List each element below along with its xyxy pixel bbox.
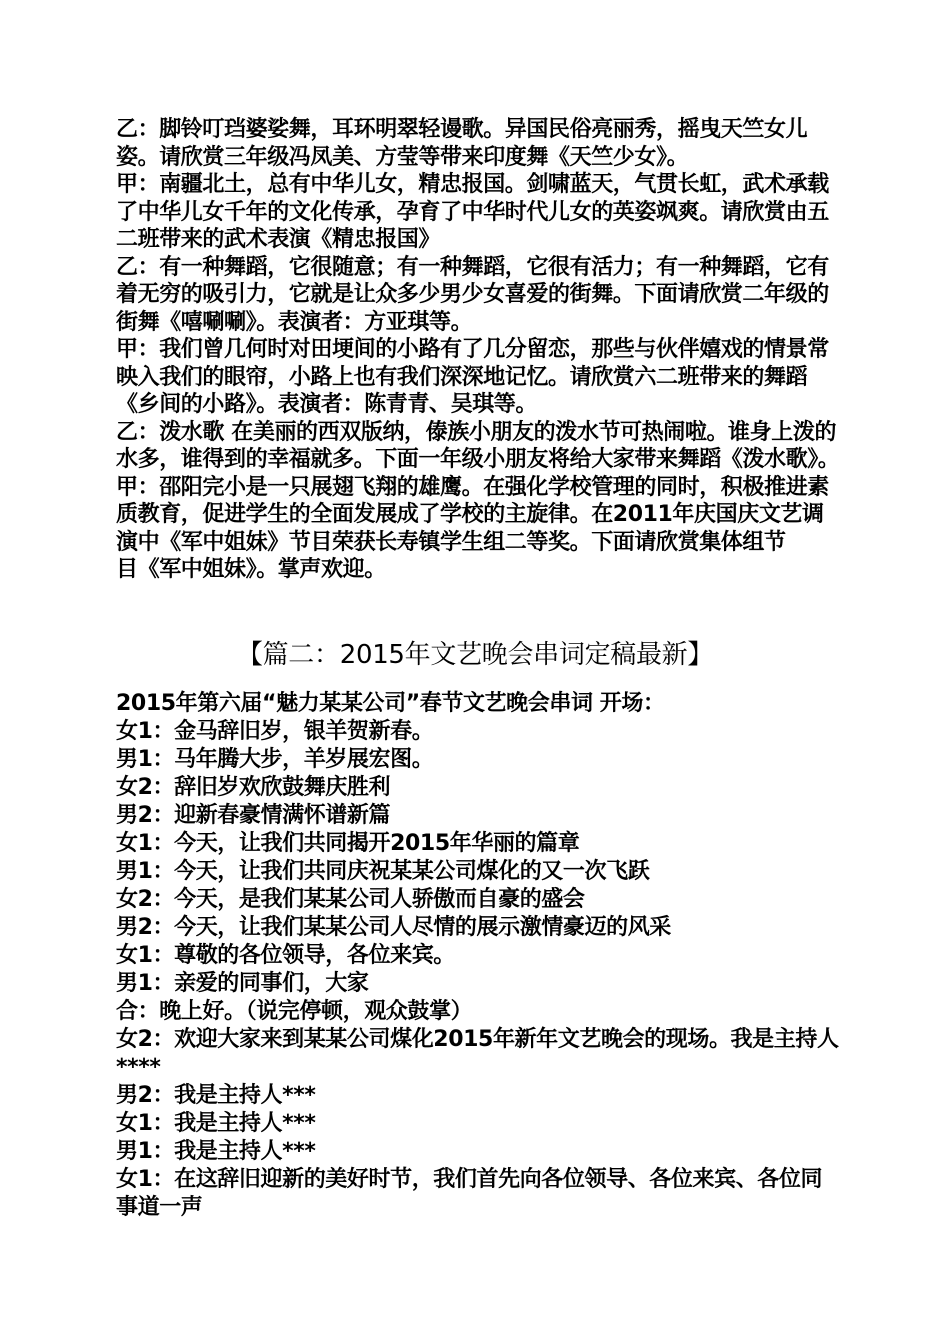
- script-line: 女1：尊敬的各位领导，各位来宾。: [116, 943, 455, 968]
- script-line: 女2：今天，是我们某某公司人骄傲而自豪的盛会: [116, 887, 585, 912]
- script-paragraph: 甲：邵阳完小是一只展翅飞翔的雄鹰。在强化学校管理的同时，积极推进素质教育，促进学生的全面发展成了学校的主旋律。在2011年庆国庆文艺调演中《军中姐妹》节目荣获长寿镇学生组二等奖。下面请欣赏集体组节: [116, 474, 829, 555]
- section-one-script: [116, 116, 840, 584]
- script-line: 男2：迎新春豪情满怀谱新篇: [116, 803, 391, 828]
- script-paragraph: 甲：南疆北土，总有中华儿女，精忠报国。剑啸蓝天，气贯长虹，武术承载了中华儿女千年的文化传承，孕育了中华时代儿女的英姿飒爽。请欣赏由五二班带来的武术表演《精忠报国》: [116, 172, 829, 252]
- script-line: 女1：我是主持人***: [116, 1111, 316, 1136]
- script-line: 合：晚上好。（说完停顿，观众鼓掌）: [116, 999, 473, 1024]
- script-paragraph: 乙：有一种舞蹈，它很随意；有一种舞蹈，它很有活力；有一种舞蹈，它有着无穷的吸引力，它就是让众多少男少女喜爱的街舞。下面请欣赏二年级的街舞《嘻唰唰》。表演者：方亚琪等。: [116, 254, 829, 335]
- script-line: 女1：在这辞旧迎新的美好时节，我们首先向各位领导、各位来宾、各位同事道一声: [116, 1167, 823, 1220]
- section-two-script: [116, 690, 840, 1222]
- script-line: 男1：马年腾大步，羊岁展宏图。: [116, 747, 434, 772]
- script-line: 女2：欢迎大家来到某某公司煤化2015年新年文艺晚会的现场。我是主持人****: [116, 1027, 839, 1080]
- script-paragraph: 乙：泼水歌 在美丽的西双版纳，傣族小朋友的泼水节可热闹啦。谁身上泼的水多，谁得到的幸福就多。下面一年级小朋友将给大家带来舞蹈《泼水歌》。: [116, 419, 840, 472]
- script-line: 男1：我是主持人***: [116, 1139, 316, 1164]
- script-line: 男2：我是主持人***: [116, 1083, 316, 1108]
- script-line: 男2：今天，让我们某某公司人尽情的展示激情豪迈的风采: [116, 915, 671, 940]
- script-paragraph: 乙：脚铃叮珰婆娑舞，耳环明翠轻谩歌。异国民俗亮丽秀，摇曳天竺女儿姿。请欣赏三年级冯凤美、方莹等带来印度舞《天竺少女》。: [116, 117, 808, 170]
- script-line: 2015年第六届“魅力某某公司”春节文艺晚会串词 开场：: [116, 691, 665, 716]
- script-line: 男1：亲爱的同事们，大家: [116, 971, 369, 996]
- script-paragraph: 目《军中姐妹》。掌声欢迎。: [116, 557, 386, 582]
- section-title: 【篇二：2015年文艺晚会串词定稿最新】: [236, 640, 714, 670]
- script-line: 女2：辞旧岁欢欣鼓舞庆胜利: [116, 775, 391, 800]
- script-paragraph: 甲：我们曾几何时对田埂间的小路有了几分留恋，那些与伙伴嬉戏的情景常映入我们的眼帘，小路上也有我们深深地记忆。请欣赏六二班带来的舞蹈《乡间的小路》。表演者：陈青青、吴琪等。: [116, 337, 829, 417]
- script-line: 男1：今天，让我们共同庆祝某某公司煤化的又一次飞跃: [116, 859, 650, 884]
- script-line: 女1：金马辞旧岁，银羊贺新春。: [116, 719, 434, 744]
- script-line: 女1：今天，让我们共同揭开2015年华丽的篇章: [116, 831, 580, 856]
